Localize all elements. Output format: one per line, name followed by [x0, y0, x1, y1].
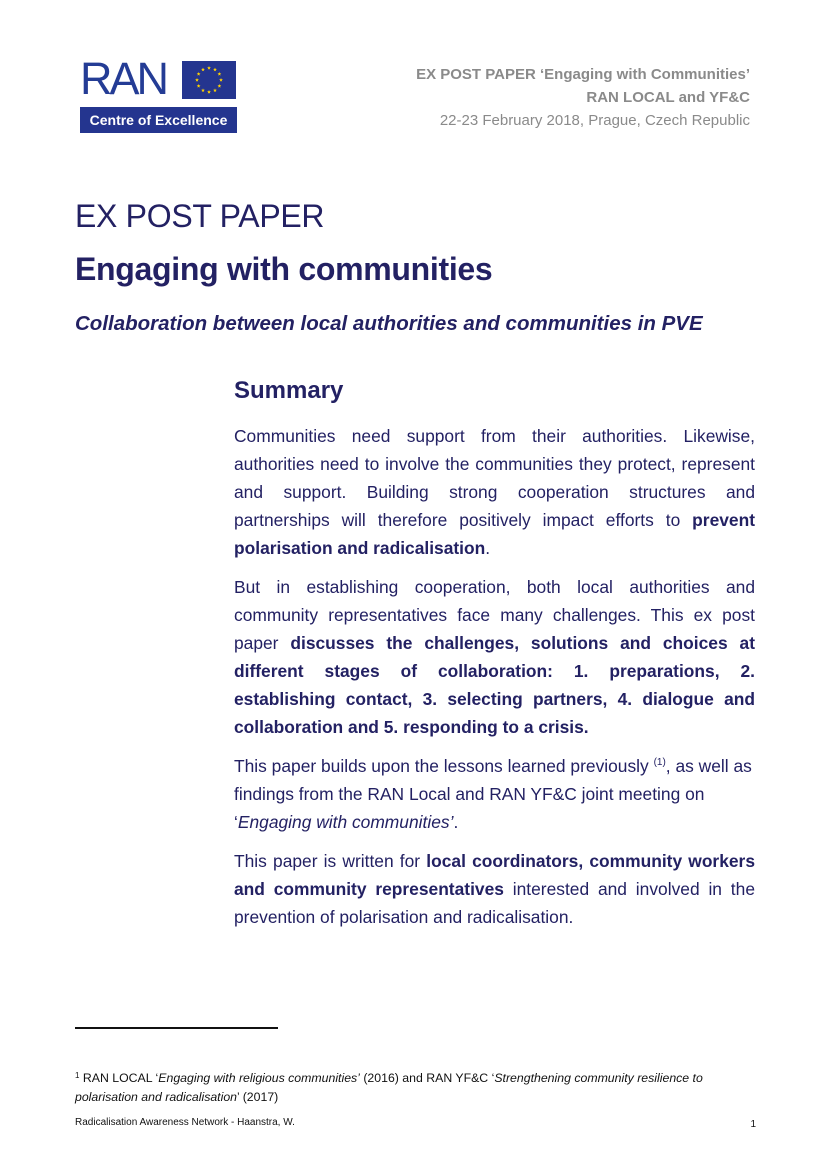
running-header	[416, 63, 750, 132]
footnote-reference: (1)	[653, 757, 666, 768]
eu-star	[201, 88, 205, 92]
footer-author: Radicalisation Awareness Network - Haanstra, W.	[75, 1117, 295, 1128]
header-line-1: EX POST PAPER ‘Engaging with Communities’	[416, 66, 750, 83]
eu-star	[207, 90, 211, 94]
text-run: RAN LOCAL ‘	[79, 1071, 159, 1085]
italic-title: Strengthening community resilience to polarisation and radicalisation	[75, 1071, 703, 1104]
summary-body	[234, 422, 755, 942]
logo-subtitle: Centre of Excellence	[80, 107, 237, 133]
eu-star	[213, 88, 217, 92]
eu-star	[219, 78, 223, 82]
text-run: , as well as findings from the RAN Local and RAN YF&C joint meeting on ‘	[234, 756, 752, 832]
text-run: interested and involved in the prevention of polarisation and radicalisation.	[234, 879, 755, 927]
summary-paragraph-4	[234, 847, 755, 931]
text-run: Communities need support from their authorities. Likewise, authorities need to involve the communities they protect, represent and support. Building strong cooperation structures and partnerships will therefore positively impact efforts to	[234, 426, 755, 530]
eu-star	[207, 66, 211, 70]
text-run: .	[453, 812, 459, 832]
footnote-separator	[75, 1027, 278, 1029]
emphasis: prevent polarisation and radicalisation	[234, 510, 755, 558]
text-run: But in establishing cooperation, both local authorities and community representatives face many challenges. This ex post paper	[234, 577, 755, 653]
summary-paragraph-1	[234, 422, 755, 562]
eu-flag-icon	[182, 61, 236, 99]
header-line-2: RAN LOCAL and YF&C	[586, 89, 750, 106]
ran-logo	[80, 53, 237, 134]
eu-star	[197, 84, 201, 88]
logo-wordmark: RAN	[80, 53, 167, 104]
summary-heading: Summary	[234, 377, 344, 404]
eu-star	[213, 68, 217, 72]
footnote	[75, 1069, 755, 1107]
emphasis: discusses the challenges, solutions and choices at different stages of collaboration: 1. preparations, 2. establishing contact, 3. selecting partners, 4. dialogue and collaboration and 5. responding to a crisis.	[234, 633, 755, 737]
header-line-3: 22-23 February 2018, Prague, Czech Republic	[439, 112, 750, 129]
emphasis: local coordinators, community workers and community representatives	[234, 851, 755, 899]
italic-title: Engaging with religious communities’	[158, 1071, 360, 1085]
eu-star	[197, 72, 201, 76]
text-run: This paper is written for	[234, 851, 427, 871]
eu-star	[201, 68, 205, 72]
eu-star	[195, 78, 199, 82]
page-number: 1	[750, 1119, 756, 1130]
text-run: (2016) and RAN YF&C ‘	[359, 1071, 495, 1085]
eu-star	[217, 72, 221, 76]
summary-paragraph-3	[234, 752, 755, 836]
italic-title: Engaging with communities’	[237, 812, 454, 832]
text-run: .	[485, 538, 491, 558]
footnote-mark: 1	[75, 1071, 80, 1080]
doc-kicker: EX POST PAPER	[75, 198, 325, 234]
text-run: This paper builds upon the lessons learned previously	[234, 756, 654, 776]
text-run: ’ (2017)	[237, 1090, 279, 1104]
doc-subtitle: Collaboration between local authorities and communities in PVE	[75, 312, 703, 335]
doc-title: Engaging with communities	[75, 251, 493, 287]
summary-paragraph-2	[234, 573, 755, 741]
eu-star	[217, 84, 221, 88]
